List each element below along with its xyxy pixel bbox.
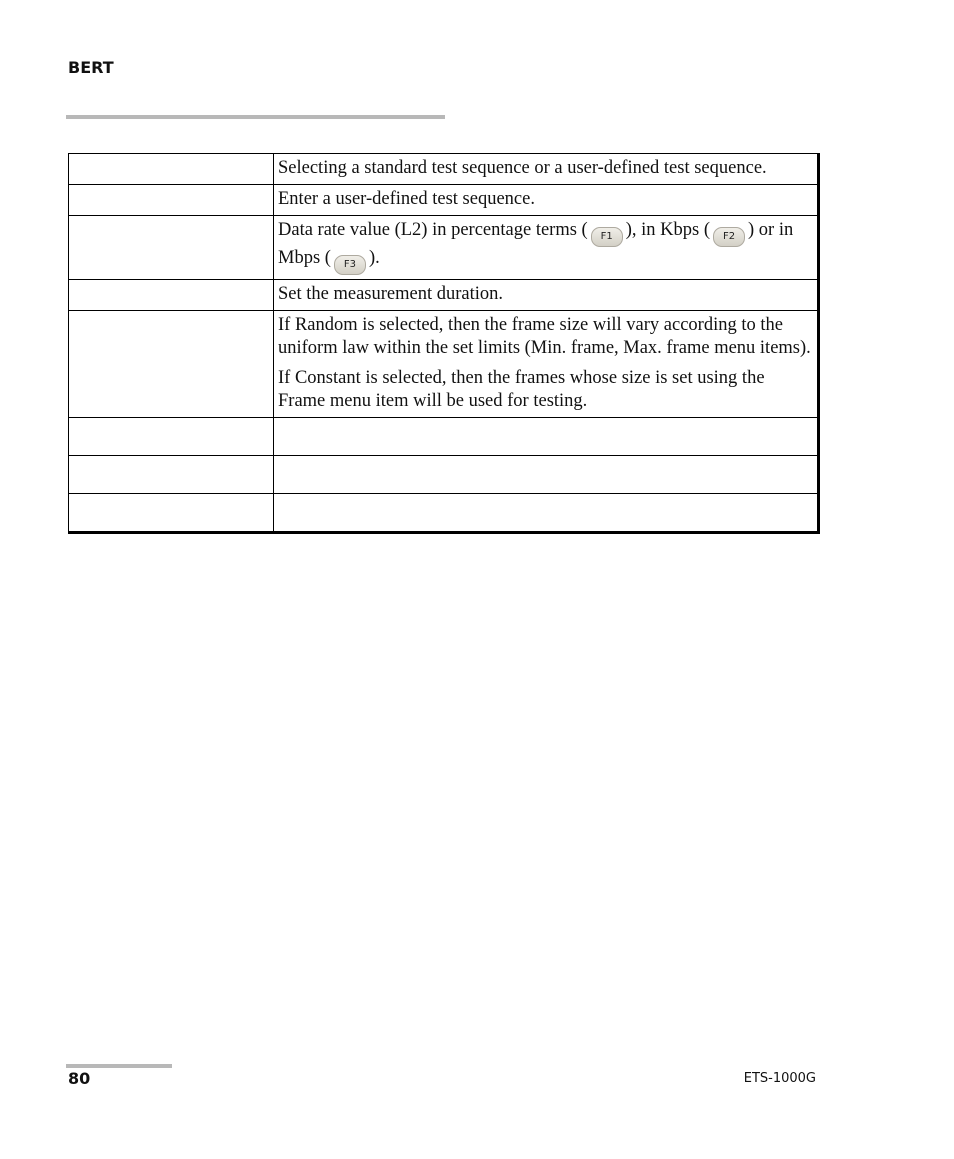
parameter-name-cell [69,280,274,311]
parameter-description-cell [274,494,819,533]
table-row [69,280,819,311]
parameter-name-cell [69,185,274,216]
parameter-name-cell [69,418,274,456]
parameter-name-cell [69,494,274,533]
table-row [69,216,819,280]
parameter-name-cell [69,216,274,280]
page-number: 80 [68,1069,91,1088]
table-row [69,418,819,456]
parameter-description-cell [274,154,819,185]
parameter-description-cell [274,311,819,418]
rate-text-2: ), in Kbps ( [625,220,710,240]
parameter-name-cell [69,456,274,494]
f1-key-icon: F1 [591,227,623,247]
parameter-description-cell [274,185,819,216]
parameter-description-cell [274,280,819,311]
description-text: Selecting a standard test sequence or a user-defined test sequence. [278,158,767,178]
footer-rule [66,1064,172,1068]
parameter-description-cell [274,216,819,280]
table-row [69,456,819,494]
parameter-description-cell [274,418,819,456]
header-rule [66,115,445,119]
table-row [69,494,819,533]
description-text: If Random is selected, then the frame size will vary according to the uniform law within the set limits (Min. frame, Max. frame menu items). [278,315,811,358]
table-row [69,154,819,185]
parameter-name-cell [69,154,274,185]
description-text [278,219,813,275]
description-text: Enter a user-defined test sequence. [278,189,535,209]
parameter-table [68,153,820,534]
rate-text-4: ). [368,248,380,268]
product-name: ETS-1000G [743,1071,816,1086]
table-row [69,185,819,216]
parameter-description-cell [274,456,819,494]
rate-text-3: ) or in Mbps ( [278,220,794,268]
f2-key-icon: F2 [713,227,745,247]
f3-key-icon: F3 [334,255,366,275]
section-title: BERT [68,58,114,77]
table-row [69,311,819,418]
parameter-name-cell [69,311,274,418]
description-text: If Constant is selected, then the frames whose size is set using the Frame menu item will be used for testing. [278,368,765,411]
description-text: Set the measurement duration. [278,284,504,304]
rate-text-1: Data rate value (L2) in percentage terms ( [278,220,588,240]
